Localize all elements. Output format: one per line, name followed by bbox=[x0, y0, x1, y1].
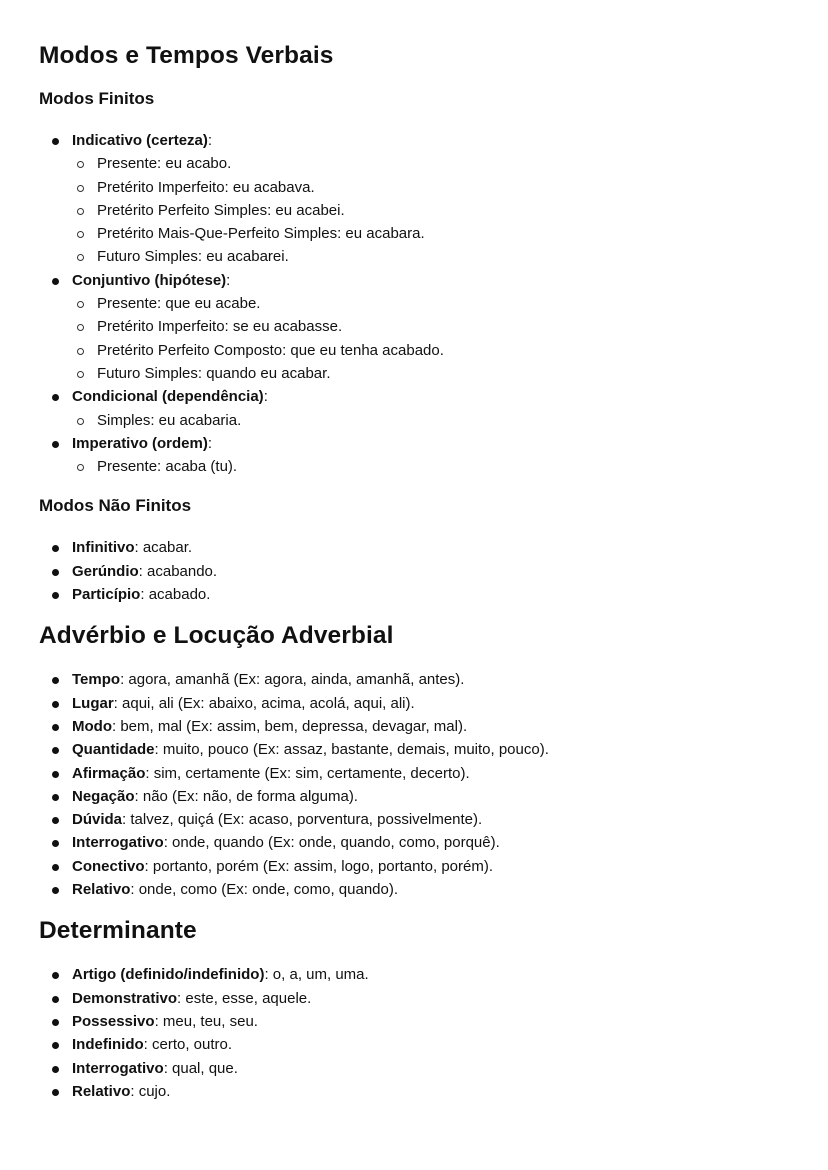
sub-list-item: Presente: eu acabo. bbox=[39, 152, 828, 175]
list-item: Conjuntivo (hipótese): bbox=[39, 269, 828, 292]
list-item: Infinitivo: acabar. bbox=[39, 536, 828, 559]
list-item: Afirmação: sim, certamente (Ex: sim, certamente, decerto). bbox=[39, 762, 828, 785]
list-item: Particípio: acabado. bbox=[39, 583, 828, 606]
list-item: Possessivo: meu, teu, seu. bbox=[39, 1010, 828, 1033]
section-heading-adverbio: Advérbio e Locução Adverbial bbox=[39, 622, 394, 650]
sub-list-item: Pretérito Perfeito Simples: eu acabei. bbox=[39, 199, 828, 222]
list-item: Tempo: agora, amanhã (Ex: agora, ainda, amanhã, antes). bbox=[39, 668, 828, 691]
subsection-heading-modos-nao-finitos: Modos Não Finitos bbox=[39, 496, 192, 516]
list-item: Relativo: onde, como (Ex: onde, como, quando). bbox=[39, 878, 828, 901]
list-item: Interrogativo: onde, quando (Ex: onde, quando, como, porquê). bbox=[39, 831, 828, 854]
list-item: Indefinido: certo, outro. bbox=[39, 1033, 828, 1056]
list-item: Relativo: cujo. bbox=[39, 1080, 828, 1103]
sub-list-item: Presente: que eu acabe. bbox=[39, 292, 828, 315]
adverbio-list bbox=[39, 668, 828, 901]
list-item: Modo: bem, mal (Ex: assim, bem, depressa, devagar, mal). bbox=[39, 715, 828, 738]
sub-list-item: Pretérito Imperfeito: se eu acabasse. bbox=[39, 315, 828, 338]
list-item: Quantidade: muito, pouco (Ex: assaz, bastante, demais, muito, pouco). bbox=[39, 738, 828, 761]
list-item: Indicativo (certeza): bbox=[39, 129, 828, 152]
list-item: Demonstrativo: este, esse, aquele. bbox=[39, 987, 828, 1010]
modos-finitos-list bbox=[39, 129, 828, 478]
section-heading-modos-tempos: Modos e Tempos Verbais bbox=[39, 42, 334, 69]
list-item: Dúvida: talvez, quiçá (Ex: acaso, porventura, possivelmente). bbox=[39, 808, 828, 831]
section-heading-determinante: Determinante bbox=[39, 917, 197, 945]
list-item: Gerúndio: acabando. bbox=[39, 560, 828, 583]
list-item: Imperativo (ordem): bbox=[39, 432, 828, 455]
subsection-heading-modos-finitos: Modos Finitos bbox=[39, 89, 155, 108]
sub-list-item: Presente: acaba (tu). bbox=[39, 455, 828, 478]
sub-list-item: Futuro Simples: quando eu acabar. bbox=[39, 362, 828, 385]
determinante-list bbox=[39, 963, 828, 1103]
sub-list-item: Simples: eu acabaria. bbox=[39, 409, 828, 432]
list-item: Lugar: aqui, ali (Ex: abaixo, acima, acolá, aqui, ali). bbox=[39, 692, 828, 715]
list-item: Interrogativo: qual, que. bbox=[39, 1057, 828, 1080]
sub-list-item: Futuro Simples: eu acabarei. bbox=[39, 245, 828, 268]
list-item: Conectivo: portanto, porém (Ex: assim, logo, portanto, porém). bbox=[39, 855, 828, 878]
list-item: Condicional (dependência): bbox=[39, 385, 828, 408]
modos-nao-finitos-list bbox=[39, 536, 828, 606]
sub-list-item: Pretérito Mais-Que-Perfeito Simples: eu acabara. bbox=[39, 222, 828, 245]
sub-list-item: Pretérito Imperfeito: eu acabava. bbox=[39, 176, 828, 199]
sub-list-item: Pretérito Perfeito Composto: que eu tenha acabado. bbox=[39, 339, 828, 362]
list-item: Negação: não (Ex: não, de forma alguma). bbox=[39, 785, 828, 808]
list-item: Artigo (definido/indefinido): o, a, um, uma. bbox=[39, 963, 828, 986]
